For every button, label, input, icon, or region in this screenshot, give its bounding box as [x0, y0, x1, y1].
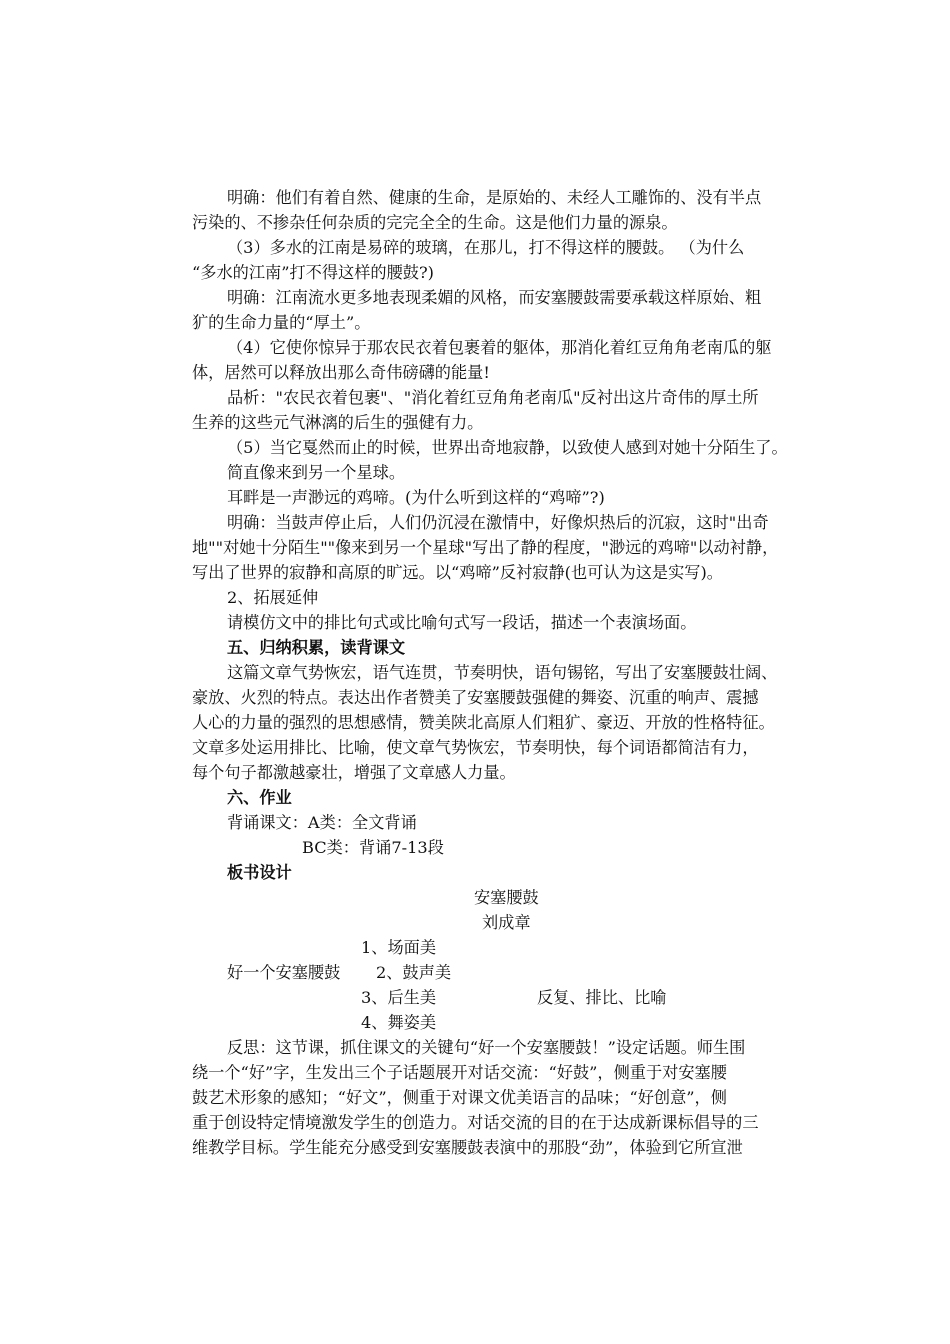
board-item: 1、场面美 [361, 938, 437, 957]
text-line: （4）它使你惊异于那农民衣着包裹着的躯体，那消化着红豆角角老南瓜的躯 [227, 338, 772, 357]
text-line: 明确：江南流水更多地表现柔媚的风格，而安塞腰鼓需要承载这样原始、粗 [227, 288, 762, 307]
text-line: 文章多处运用排比、比喻，使文章气势恢宏，节奏明快，每个词语都简洁有力， [192, 738, 759, 757]
text-line: 绕一个“好”字，生发出三个子话题展开对话交流：“好鼓”，侧重于对安塞腰 [192, 1063, 727, 1082]
text-line: （5）当它戛然而止的时候，世界出奇地寂静，以致使人感到对她十分陌生了。 [227, 438, 788, 457]
text-line: 污染的、不掺杂任何杂质的完完全全的生命。这是他们力量的源泉。 [192, 213, 678, 232]
text-line: 明确：当鼓声停止后，人们仍沉浸在激情中，好像炽热后的沉寂，这时"出奇 [227, 513, 769, 532]
text-line: 人心的力量的强烈的思想感情，赞美陕北高原人们粗犷、豪迈、开放的性格特征。 [192, 713, 775, 732]
text-line: 生养的这些元气淋漓的后生的强健有力。 [192, 413, 484, 432]
subheading: 2、拓展延伸 [227, 588, 319, 607]
text-line: BC类：背诵7-13段 [302, 838, 444, 857]
board-author: 刘成章 [482, 913, 531, 932]
section-heading: 六、作业 [227, 788, 292, 807]
board-note: 反复、排比、比喻 [537, 988, 667, 1007]
text-line: “多水的江南”打不得这样的腰鼓?) [192, 263, 434, 282]
text-line: 请模仿文中的排比句式或比喻句式写一段话，描述一个表演场面。 [227, 613, 697, 632]
text-line: 背诵课文：A类：全文背诵 [227, 813, 417, 832]
board-root: 好一个安塞腰鼓 [227, 963, 341, 982]
section-heading: 五、归纳积累，读背课文 [227, 638, 406, 657]
board-item: 4、舞姿美 [361, 1013, 437, 1032]
board-item: 2、鼓声美 [376, 963, 452, 982]
section-heading: 板书设计 [227, 863, 292, 882]
text-line: 耳畔是一声渺远的鸡啼。(为什么听到这样的“鸡啼”?) [227, 488, 605, 507]
text-line: 维教学目标。学生能充分感受到安塞腰鼓表演中的那股“劲”，体验到它所宣泄 [192, 1138, 743, 1157]
text-line: 体，居然可以释放出那么奇伟磅礴的能量! [192, 363, 490, 382]
text-line: 反思：这节课，抓住课文的关键句“好一个安塞腰鼓！”设定话题。师生围 [227, 1038, 746, 1057]
text-line: 鼓艺术形象的感知；“好文”，侧重于对课文优美语言的品味；“好创意”，侧 [192, 1088, 727, 1107]
text-line: 每个句子都激越豪壮，增强了文章感人力量。 [192, 763, 516, 782]
board-title: 安塞腰鼓 [474, 888, 539, 907]
board-item: 3、后生美 [361, 988, 437, 1007]
text-line: 品析："农民衣着包裹"、"消化着红豆角角老南瓜"反衬出这片奇伟的厚土所 [227, 388, 759, 407]
text-line: 犷的生命力量的“厚土”。 [192, 313, 371, 332]
text-line: 写出了世界的寂静和高原的旷远。以“鸡啼”反衬寂静(也可认为这是实写)。 [192, 563, 723, 582]
text-line: 这篇文章气势恢宏，语气连贯，节奏明快，语句锡铭，写出了安塞腰鼓壮阔、 [227, 663, 778, 682]
text-line: 明确：他们有着自然、健康的生命，是原始的、未经人工雕饰的、没有半点 [227, 188, 762, 207]
text-line: （3）多水的江南是易碎的玻璃，在那儿，打不得这样的腰鼓。 （为什么 [227, 238, 745, 257]
text-line: 简直像来到另一个星球。 [227, 463, 406, 482]
text-line: 豪放、火烈的特点。表达出作者赞美了安塞腰鼓强健的舞姿、沉重的响声、震撼 [192, 688, 759, 707]
text-line: 重于创设特定情境激发学生的创造力。对话交流的目的在于达成新课标倡导的三 [192, 1113, 759, 1132]
text-line: 地""对她十分陌生""像来到另一个星球"写出了静的程度，"渺远的鸡啼"以动衬静， [192, 538, 779, 557]
